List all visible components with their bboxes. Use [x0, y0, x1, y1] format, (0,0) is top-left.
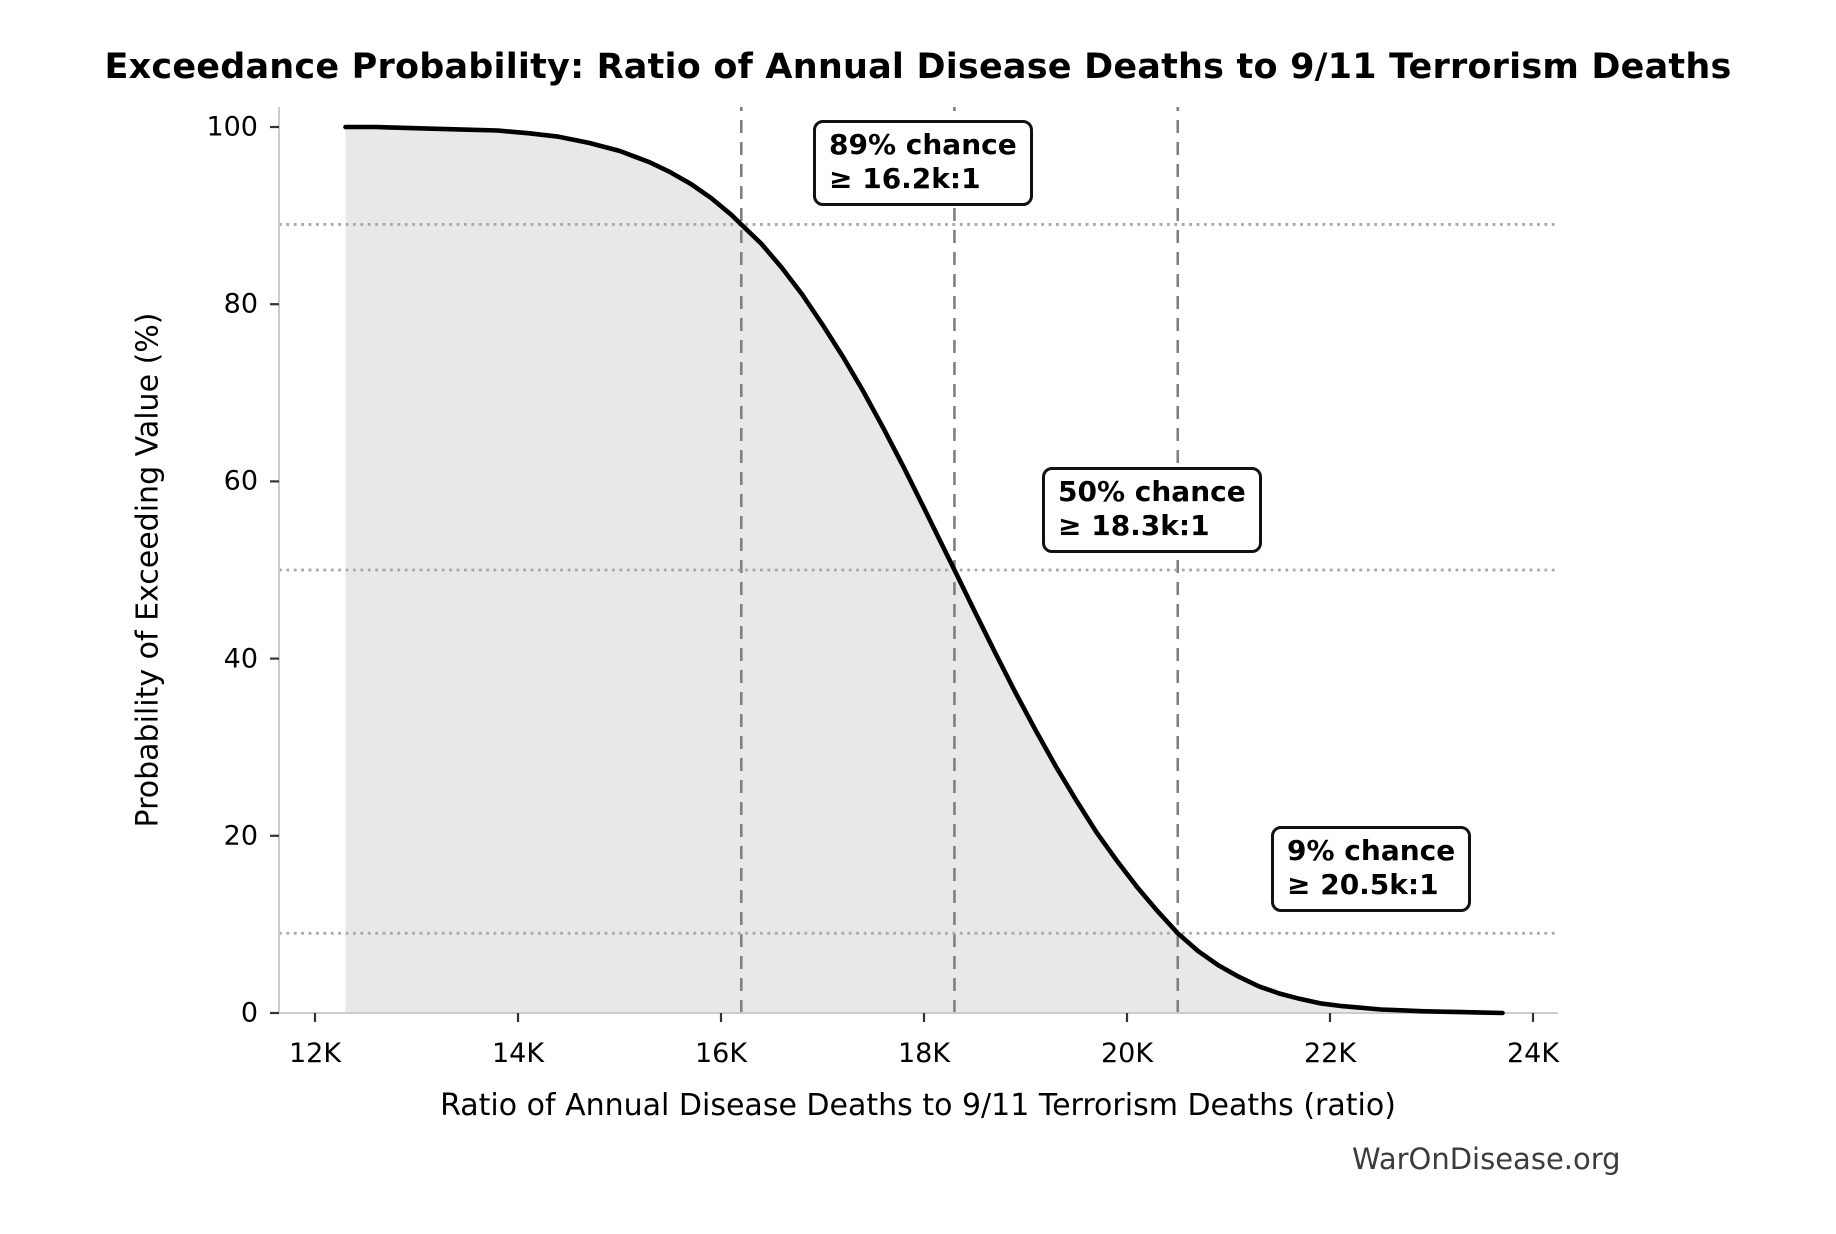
annotation-line1: 50% chance [1058, 475, 1246, 508]
y-tick-label: 0 [240, 997, 258, 1029]
y-tick-label: 60 [223, 465, 258, 497]
x-tick-label: 18K [897, 1038, 951, 1069]
x-axis-label: Ratio of Annual Disease Deaths to 9/11 Terrorism Deaths (ratio) [440, 1088, 1396, 1123]
chart-title: Exceedance Probability: Ratio of Annual Disease Deaths to 9/11 Terrorism Deaths [104, 47, 1732, 87]
x-tick-label: 20K [1100, 1038, 1154, 1069]
annotation-line2: ≥ 16.2k:1 [829, 162, 981, 195]
y-tick-label: 20 [223, 820, 258, 852]
x-tick-label: 16K [694, 1038, 748, 1069]
annotation-line1: 9% chance [1287, 834, 1456, 867]
annotation-line2: ≥ 18.3k:1 [1058, 509, 1210, 542]
y-axis-label: Probability of Exceeding Value (%) [130, 312, 166, 828]
y-tick-label: 80 [223, 288, 258, 320]
annotation-box-89pct [813, 120, 1033, 206]
annotation-line1: 89% chance [829, 128, 1017, 161]
watermark: WarOnDisease.org [1352, 1142, 1621, 1176]
x-tick-label: 12K [288, 1038, 342, 1069]
annotation-box-9pct [1271, 826, 1471, 912]
x-tick-label: 14K [491, 1038, 545, 1069]
x-tick-label: 22K [1303, 1038, 1357, 1069]
y-tick-label: 100 [206, 111, 258, 143]
y-tick-label: 40 [223, 643, 258, 675]
annotation-line2: ≥ 20.5k:1 [1287, 868, 1439, 901]
x-tick-label: 24K [1506, 1038, 1560, 1069]
annotation-box-50pct [1042, 467, 1262, 553]
